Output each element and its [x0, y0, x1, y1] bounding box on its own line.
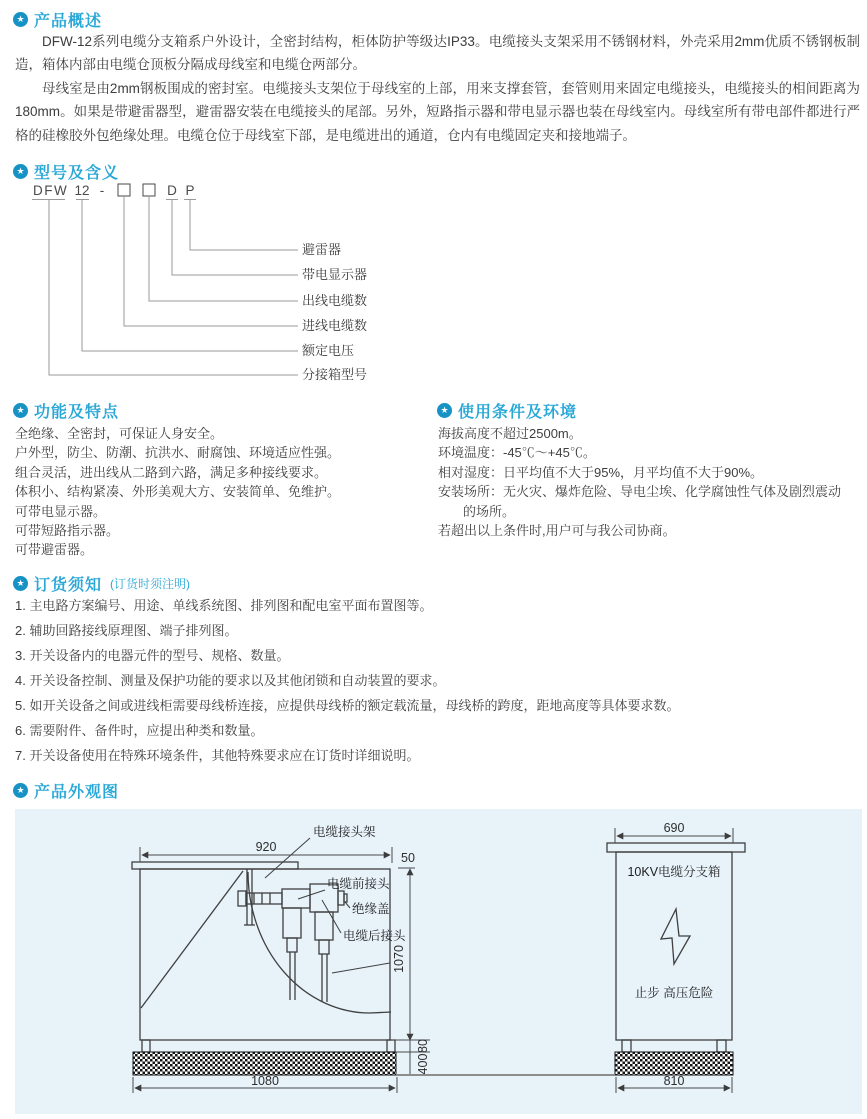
model-label-incoming-cables: 进线电缆数: [302, 318, 368, 333]
model-blank-box-2: [143, 184, 155, 196]
section-header-ordering: [13, 572, 190, 595]
label-cable-rear-connector: 电缆后接头: [343, 929, 406, 943]
list-item: 户外型，防尘、防潮、抗洪水、耐腐蚀、环境适应性强。: [15, 445, 341, 461]
section-header-conditions: [437, 399, 577, 422]
list-item: 1. 主电路方案编号、用途、单线系统图、排列图和配电室平面布置图等。: [15, 598, 433, 613]
dim-690: 690: [663, 821, 685, 835]
appearance-panel: [15, 809, 862, 1114]
dim-1070: 1070: [392, 945, 406, 973]
insulation-cover-cap: [338, 891, 344, 905]
ordering-list: [15, 593, 855, 768]
list-item: 体积小、结构紧凑、外形美观大方、安装简单、免维护。: [15, 484, 341, 500]
section-header-model: [13, 160, 119, 183]
cable-connectors: [238, 884, 347, 1002]
section-header-overview: [13, 8, 102, 31]
model-blank-box-1: [118, 184, 130, 196]
list-item: 若超出以上条件时,用户可与我公司协商。: [438, 523, 676, 539]
model-label-outgoing-cables: 出线电缆数: [302, 293, 368, 308]
list-item: 全绝缘、全密封，可保证人身安全。: [15, 426, 224, 441]
label-cable-front-connector: 电缆前接头: [327, 877, 390, 891]
roof-plate: [132, 862, 298, 869]
roof-cap: [607, 843, 745, 852]
model-label-box-model: 分接箱型号: [302, 367, 368, 382]
star-circle-icon: ★: [13, 576, 28, 591]
section-header-appearance: [13, 779, 119, 802]
foot: [142, 1040, 150, 1052]
model-token-dash: -: [99, 183, 105, 198]
outline-drawing: [15, 809, 862, 1114]
list-item: 2. 辅助回路接线原理图、端子排列图。: [15, 623, 238, 638]
overview-paragraph-2: 母线室是由2mm钢板围成的密封室。电缆接头支架位于母线室的上部，用来支撑套管，套管则用来固定电缆接头，电缆接头的相间距离为180mm。如果是带避雷器型，避雷器安装在电缆接头的尾部。另外，短路指示器和带电显示器也装在母线室内。母线室所有带电部件都进行严格的硅橡胶外包绝缘处理。电缆仓位于母线室下部，是电缆进出的通道，仓内有电缆固定夹和接地端子。: [15, 80, 860, 143]
list-item: 海拔高度不超过2500m。: [438, 426, 582, 441]
section-title-conditions: 使用条件及环境: [458, 404, 578, 421]
list-item: 相对湿度：日平均值不大于95%，月平均值不大于90%。: [438, 464, 764, 480]
list-item: 可带短路指示器。: [15, 523, 120, 539]
label-box-title: 10KV电缆分支箱: [627, 865, 721, 879]
section-title-model: 型号及含义: [34, 165, 120, 182]
cabinet-front: [616, 852, 732, 1040]
dim-810: 810: [663, 1074, 685, 1088]
foundation-base-right: [615, 1052, 733, 1075]
list-item: 可带电显示器。: [15, 503, 107, 519]
star-circle-icon: ★: [13, 12, 28, 27]
foot: [717, 1040, 726, 1052]
list-item: 5. 如开关设备之间或进线柜需要母线桥连接，应提供母线桥的额定载流量，母线桥的跨度，距地高度等具体要求数。: [15, 698, 680, 713]
model-token-d: D: [167, 183, 177, 198]
overview-paragraphs: [15, 30, 860, 147]
model-token-voltage: 12: [74, 183, 90, 198]
star-circle-icon: ★: [13, 783, 28, 798]
door-diagonal: [141, 871, 243, 1008]
star-circle-icon: ★: [437, 403, 452, 418]
section-title-appearance: 产品外观图: [34, 784, 120, 801]
section-subtitle-ordering: (订货时须注明): [110, 577, 191, 591]
list-item: 环境温度：-45℃～+45℃。: [438, 445, 596, 461]
dim-1080: 1080: [251, 1074, 279, 1088]
list-item: 7. 开关设备使用在特殊环境条件，其他特殊要求应在订货时详细说明。: [15, 748, 420, 763]
section-header-features: [13, 399, 119, 422]
list-item: 4. 开关设备控制、测量及保护功能的要求以及其他闭锁和自动装置的要求。: [15, 673, 446, 688]
list-item: 组合灵活，进出线从二路到六路，满足多种接线要求。: [15, 464, 328, 480]
section-title-ordering: 订货须知: [34, 577, 103, 594]
model-label-arrester: 避雷器: [302, 242, 342, 257]
conditions-list: [438, 424, 862, 540]
overview-paragraph-1: DFW-12系列电缆分支箱系户外设计，全密封结构，柜体防护等级达IP33。电缆接头支架采用不锈钢材料，外壳采用2mm优质不锈钢板制造，箱体内部由电缆仓顶板分隔成母线室和电缆仓两部分。: [15, 34, 860, 73]
section-title-features: 功能及特点: [34, 404, 120, 421]
cabinet-body: [140, 869, 390, 1040]
model-token-p: P: [185, 183, 195, 198]
front-connector: [282, 889, 310, 908]
model-diagram-lines: [32, 184, 298, 375]
foot: [387, 1040, 395, 1052]
model-token-dfw: DFW: [33, 183, 69, 198]
dim-50: 50: [401, 851, 415, 865]
foundation-base-left: [133, 1052, 396, 1075]
star-circle-icon: ★: [13, 164, 28, 179]
dim-80: 80: [416, 1039, 430, 1053]
list-item: 6. 需要附件、备件时，应提出种类和数量。: [15, 723, 264, 738]
star-circle-icon: ★: [13, 403, 28, 418]
list-item: 3. 开关设备内的电器元件的型号、规格、数量。: [15, 648, 290, 663]
model-label-rated-voltage: 额定电压: [302, 343, 355, 358]
foot: [622, 1040, 631, 1052]
label-insulation-cover: 绝缘盖: [352, 902, 390, 916]
list-item: 安装场所：无火灾、爆炸危险、导电尘埃、化学腐蚀性气体及剧烈震动: [438, 484, 842, 500]
lightning-bolt-icon: [661, 909, 690, 964]
section-title-overview: 产品概述: [34, 13, 103, 30]
dim-400: 400: [416, 1053, 430, 1075]
list-item: 可带避雷器。: [15, 542, 94, 558]
label-cable-connector-frame: 电缆接头架: [313, 825, 376, 839]
model-label-live-display: 带电显示器: [302, 267, 368, 282]
model-designation-diagram: [20, 182, 440, 402]
label-high-voltage-warning: 止步 高压危险: [634, 986, 714, 1000]
list-item-continuation: 的场所。: [463, 503, 516, 519]
dim-920: 920: [255, 840, 277, 854]
features-list: [15, 424, 425, 560]
